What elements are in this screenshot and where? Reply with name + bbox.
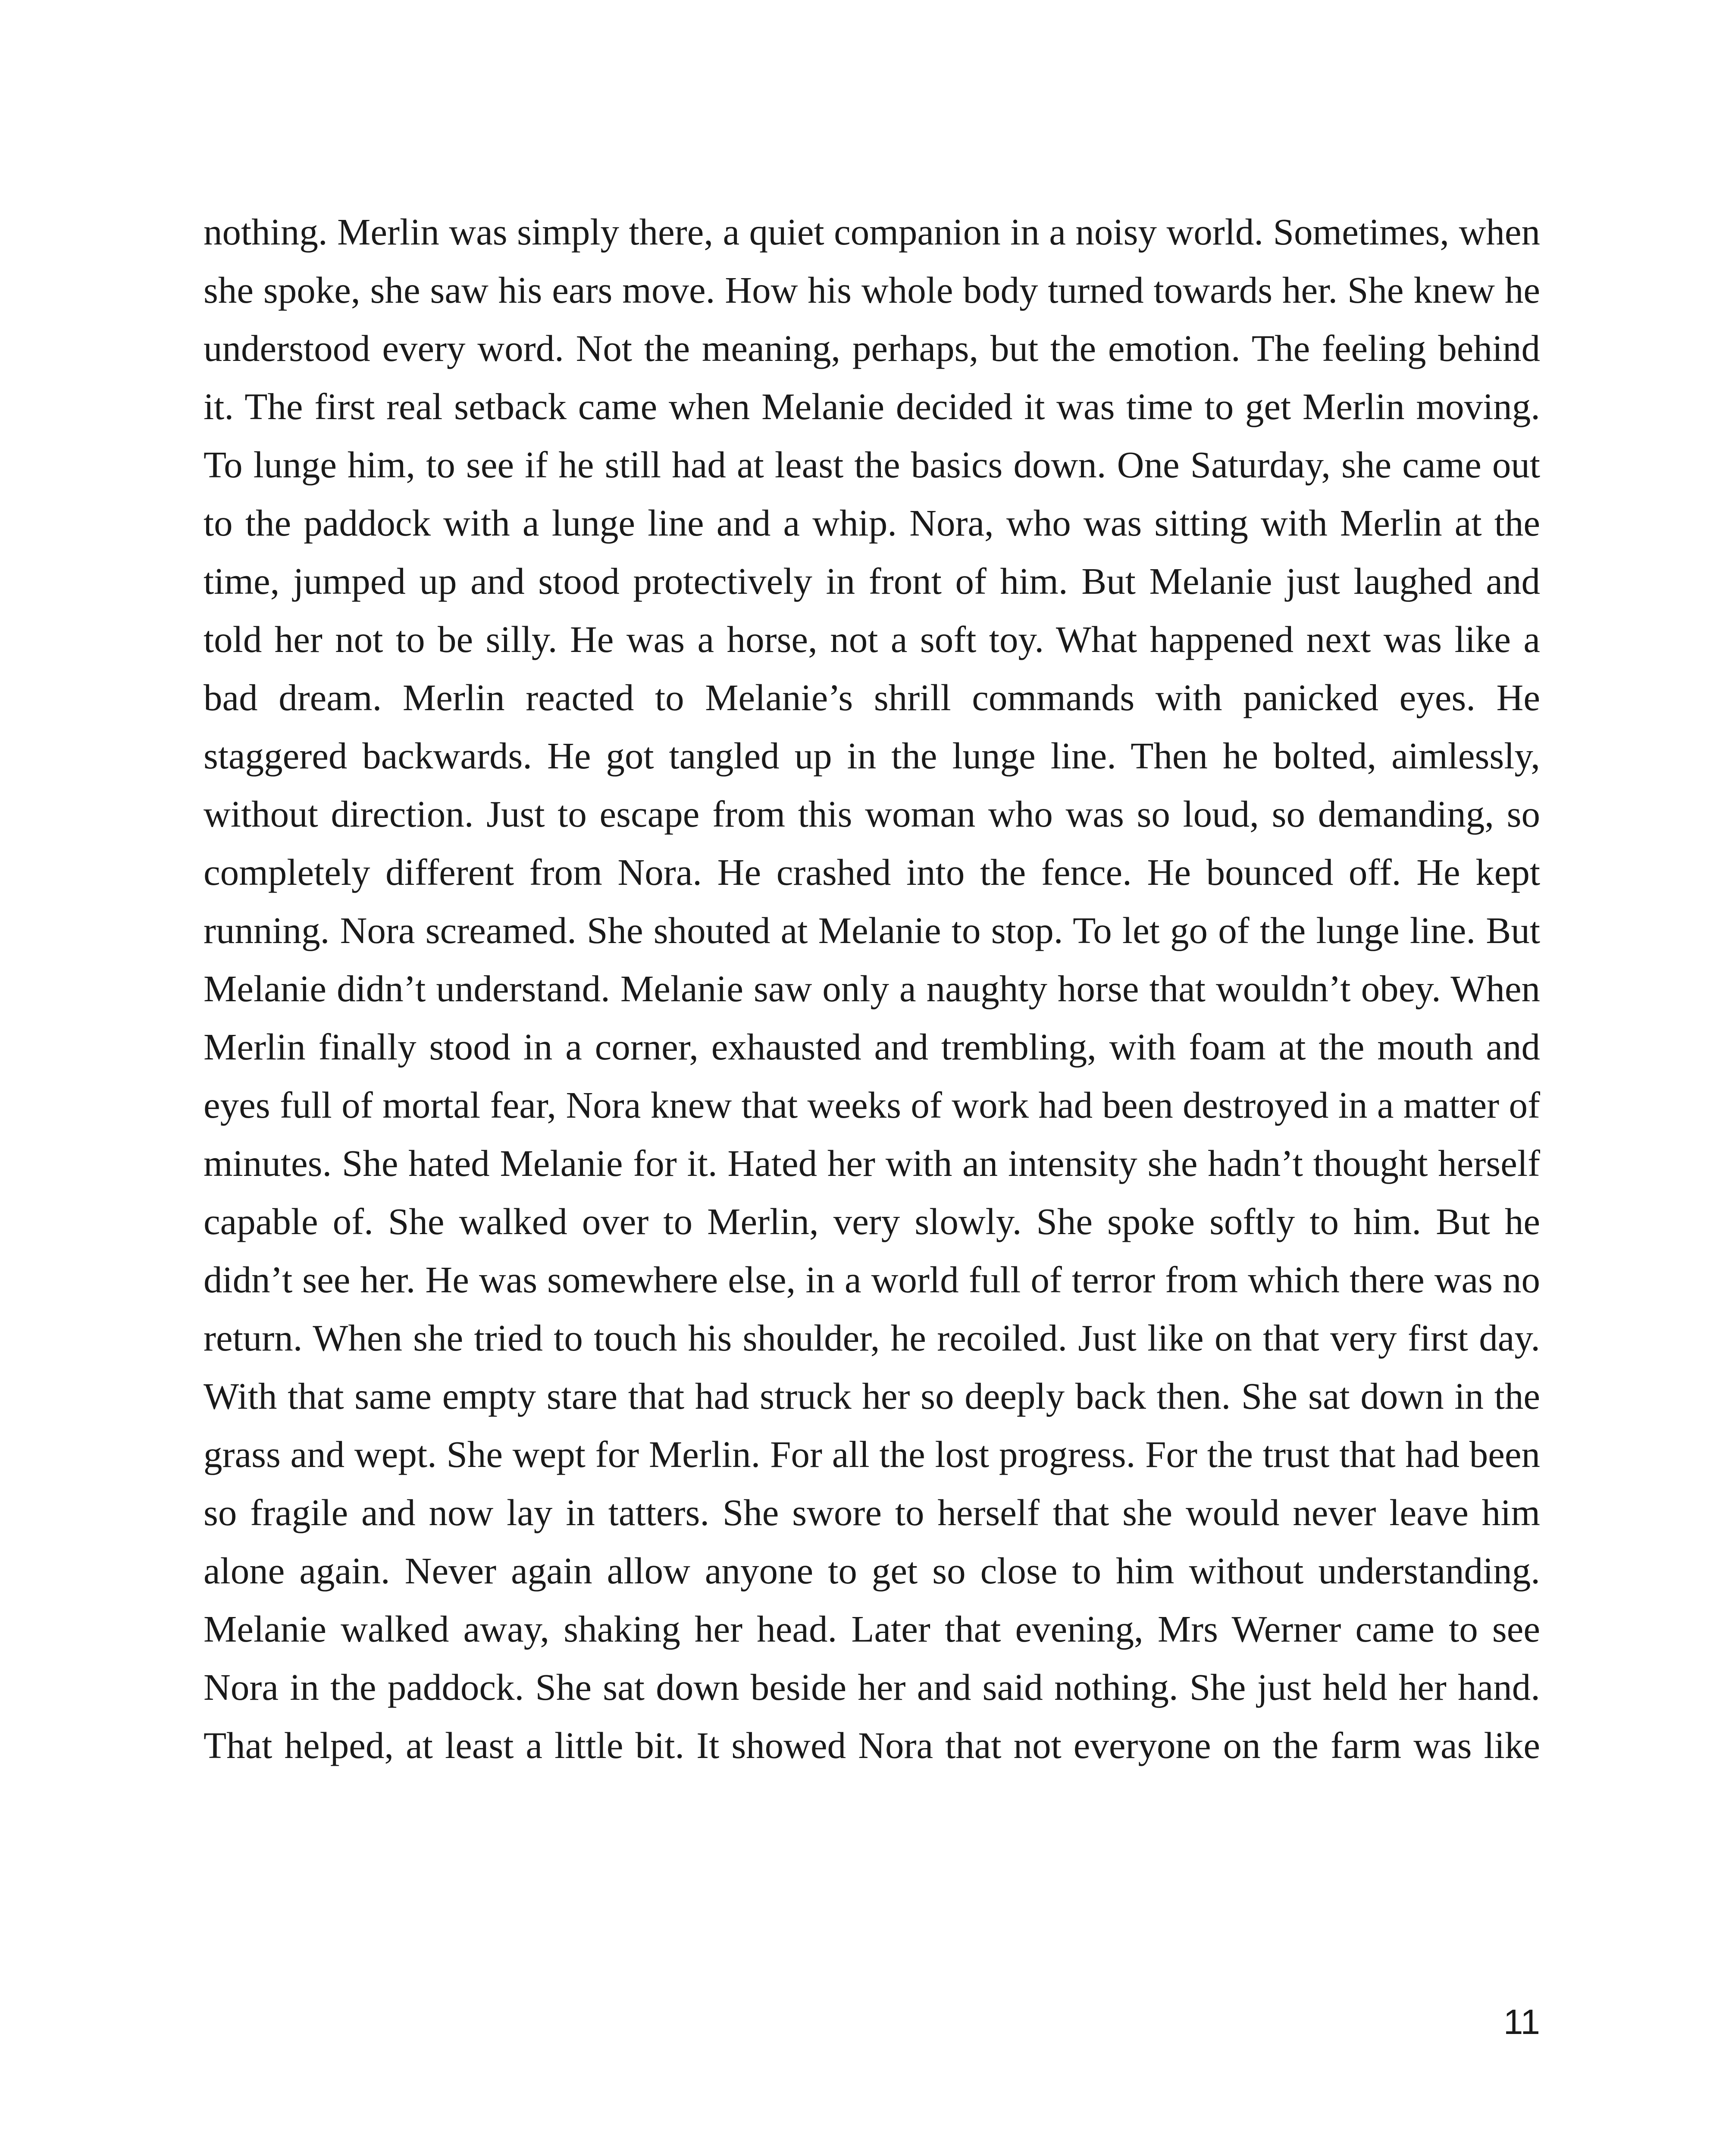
page-number: 11	[1503, 2002, 1540, 2042]
body-paragraph: nothing. Merlin was simply there, a quiet companion in a noisy world. Sometimes, when she spoke, she saw his ears move. How his whole body turned towards her. She knew he understood every word. Not the meaning, perhaps, but the emotion. The feeling behind it. The first real setback came when Melanie decided it was time to get Merlin moving. To lunge him, to see if he still had at least the basics down. One Saturday, she came out to the paddock with a lunge line and a whip. Nora, who was sitting with Merlin at the time, jumped up and stood protectively in front of him. But Melanie just laughed and told her not to be silly. He was a horse, not a soft toy. What happened next was like a bad dream. Merlin reacted to Melanie’s shrill commands with panicked eyes. He staggered backwards. He got tangled up in the lunge line. Then he bolted, aimlessly, without direction. Just to escape from this woman who was so loud, so demanding, so completely different from Nora. He crashed into the fence. He bounced off. He kept running. Nora screamed. She shouted at Melanie to stop. To let go of the lunge line. But Melanie didn’t understand. Melanie saw only a naughty horse that wouldn’t obey. When Merlin finally stood in a corner, exhausted and trembling, with foam at the mouth and eyes full of mortal fear, Nora knew that weeks of work had been destroyed in a matter of minutes. She hated Melanie for it. Hated her with an intensity she hadn’t thought herself capable of. She walked over to Merlin, very slowly. She spoke softly to him. But he didn’t see her. He was somewhere else, in a world full of terror from which there was no return. When she tried to touch his shoulder, he recoiled. Just like on that very first day. With that same empty stare that had struck her so deeply back then. She sat down in the grass and wept. She wept for Merlin. For all the lost progress. For the trust that had been so fragile and now lay in tatters. She swore to herself that she would never leave him alone again. Never again allow anyone to get so close to him without understanding. Melanie walked away, shaking her head. Later that evening, Mrs Werner came to see Nora in the paddock. She sat down beside her and said nothing. She just held her hand. That helped, at least a little bit. It showed Nora that not everyone on the farm was like	[204, 211, 1540, 1766]
